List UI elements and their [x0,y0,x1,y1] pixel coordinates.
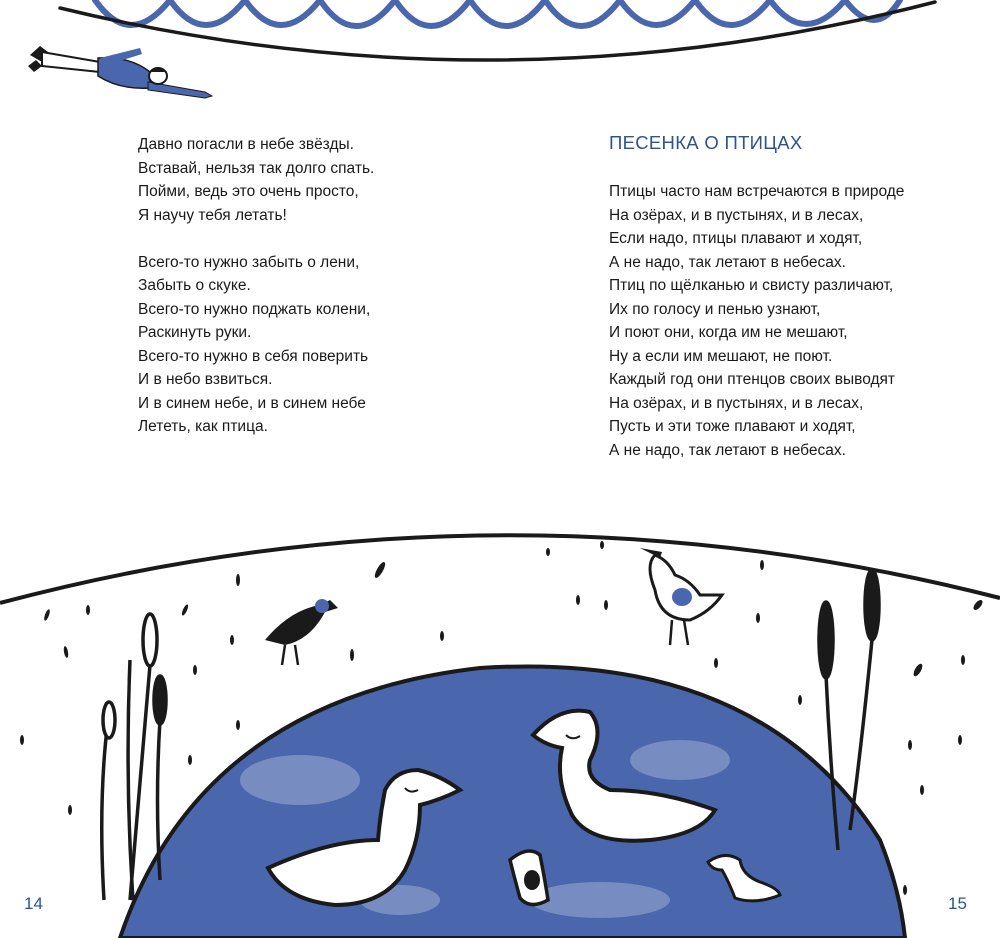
poem-line: На озёрах, и в пустынях, и в лесах, [609,394,864,412]
poem-line: Я научу тебя летать! [138,206,287,224]
left-poem [138,133,374,439]
poem-line: Пусть и эти тоже плавают и ходят, [609,418,856,435]
page-number-right: 15 [948,894,967,913]
poem-line: Забыть о скуке. [138,277,251,294]
poem-line: Если надо, птицы плавают и ходят, [609,230,863,247]
poem-line: А не надо, так летают в небесах. [609,253,846,271]
poem-line: А не надо, так летают в небесах. [609,441,846,459]
poem-line: Вставай, нельзя так долго спать. [138,159,375,177]
poem-line: И поют они, когда им не мешают, [609,324,848,341]
top-sky-waves [60,0,935,60]
poem-line: Всего-то нужно поджать колени, [138,300,371,318]
poem-line: И в небо взвиться. [138,371,273,388]
song-title: ПЕСЕНКА О ПТИЦАХ [609,132,803,153]
poem-line: Раскинуть руки. [138,324,252,341]
poem-line: Пойми, ведь это очень просто, [138,183,359,200]
poem-line: Лететь, как птица. [138,418,268,435]
poem-line: И в синем небе, и в синем небе [138,394,366,412]
right-poem [609,180,904,462]
flying-man [28,46,212,98]
page-number-left: 14 [24,894,43,913]
poem-line: Всего-то нужно забыть о лени, [138,253,360,271]
black-bird-left [265,599,338,665]
poem-line: На озёрах, и в пустынях, и в лесах, [609,206,864,224]
poem-line: Птиц по щёлканью и свисту различают, [609,277,894,294]
poem-line: Птицы часто нам встречаются в природе [609,183,905,200]
stanza-gap [138,227,374,251]
poem-line: Всего-то нужно в себя поверить [138,347,369,365]
poem-line: Давно погасли в небе звёзды. [138,136,354,153]
poem-line: Их по голосу и пенью узнают, [609,300,821,318]
poem-line: Ну а если им мешают, не поют. [609,347,833,365]
hill-outline [0,535,1000,603]
lake [120,666,905,938]
seagull-right [640,548,722,645]
poem-line: Каждый год они птенцов своих выводят [609,371,896,388]
